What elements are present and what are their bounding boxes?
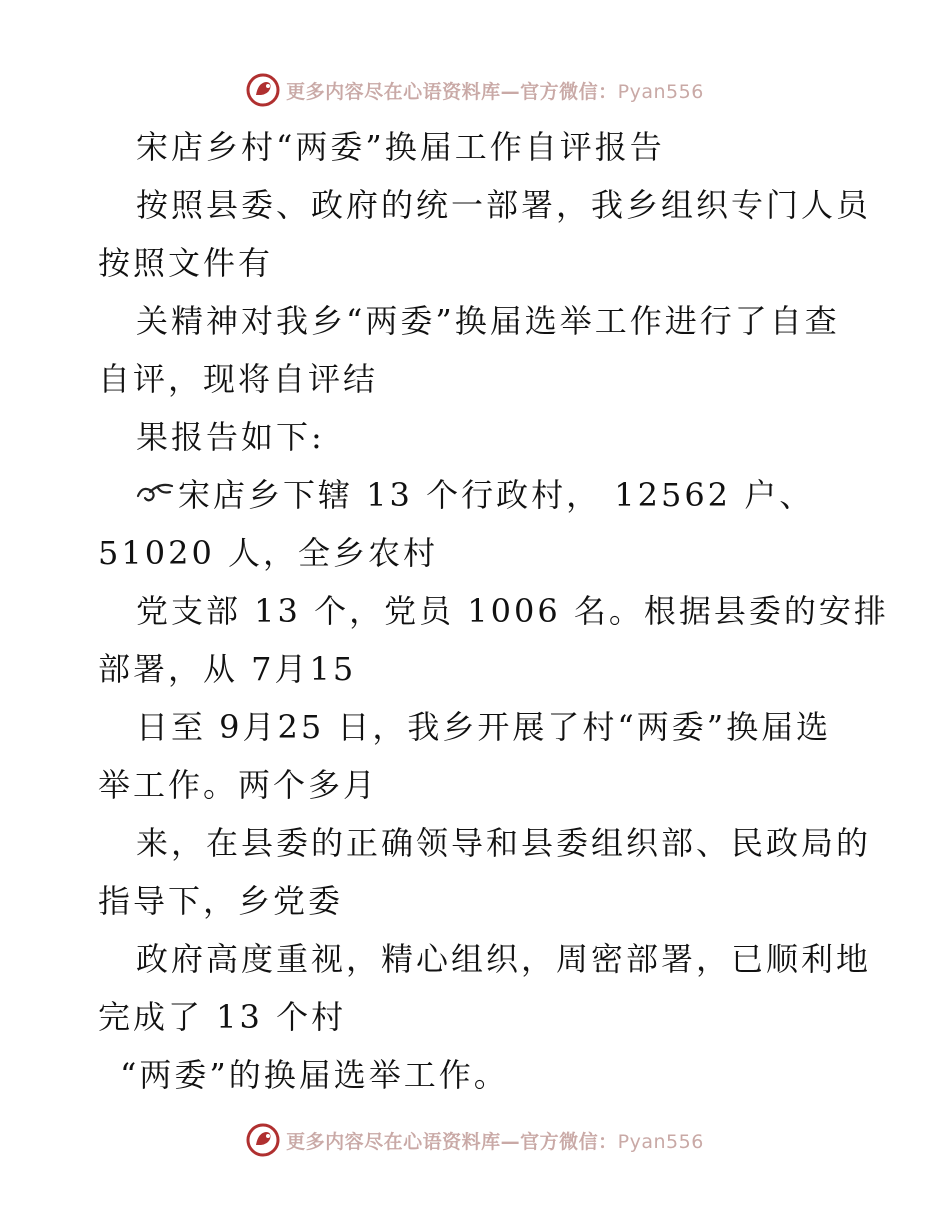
text-line: 政府高度重视，精心组织，周密部署，已顺利地 <box>136 940 872 978</box>
red-hand-logo-icon <box>246 1123 280 1157</box>
text-line: 关精神对我乡“两委”换届选举工作进行了自查 <box>136 302 840 340</box>
header-banner <box>0 70 950 110</box>
footer-banner <box>0 1120 950 1160</box>
text-line: 51020 人，全乡农村 <box>98 534 438 572</box>
banner-label <box>286 1127 704 1154</box>
text-line: “两委”的换届选举工作。 <box>120 1056 509 1094</box>
decorative-bullet-icon <box>136 468 178 526</box>
text-line: 党支部 13 个，党员 1006 名。根据县委的安排 <box>136 592 889 630</box>
text-line: 宋店乡下辖 13 个行政村， 12562 户、 <box>178 476 815 514</box>
text-line: 举工作。两个多月 <box>98 766 379 804</box>
text-line: 完成了 13 个村 <box>98 998 347 1036</box>
text-line: 来，在县委的正确领导和县委组织部、民政局的 <box>136 824 872 862</box>
text-line: 自评，现将自评结 <box>98 360 379 398</box>
banner-label <box>286 77 704 104</box>
document-body <box>98 118 889 1104</box>
text-line: 果报告如下: <box>136 418 325 456</box>
text-line: 日至 9月25 日，我乡开展了村“两委”换届选 <box>136 708 832 746</box>
banner-text: 更多内容尽在心语资料库—官方微信： <box>286 1130 618 1153</box>
banner-handle: Pyan556 <box>617 80 704 103</box>
bullet-line <box>98 466 858 524</box>
text-line: 指导下，乡党委 <box>98 882 344 920</box>
banner-handle: Pyan556 <box>617 1130 704 1153</box>
banner-text: 更多内容尽在心语资料库—官方微信： <box>286 80 618 103</box>
red-hand-logo-icon <box>246 73 280 107</box>
text-line: 按照文件有 <box>98 244 274 282</box>
text-line: 按照县委、政府的统一部署，我乡组织专门人员 <box>136 186 872 224</box>
document-title: 宋店乡村“两委”换届工作自评报告 <box>136 128 665 166</box>
text-line: 部署，从 7月15 <box>98 650 357 688</box>
